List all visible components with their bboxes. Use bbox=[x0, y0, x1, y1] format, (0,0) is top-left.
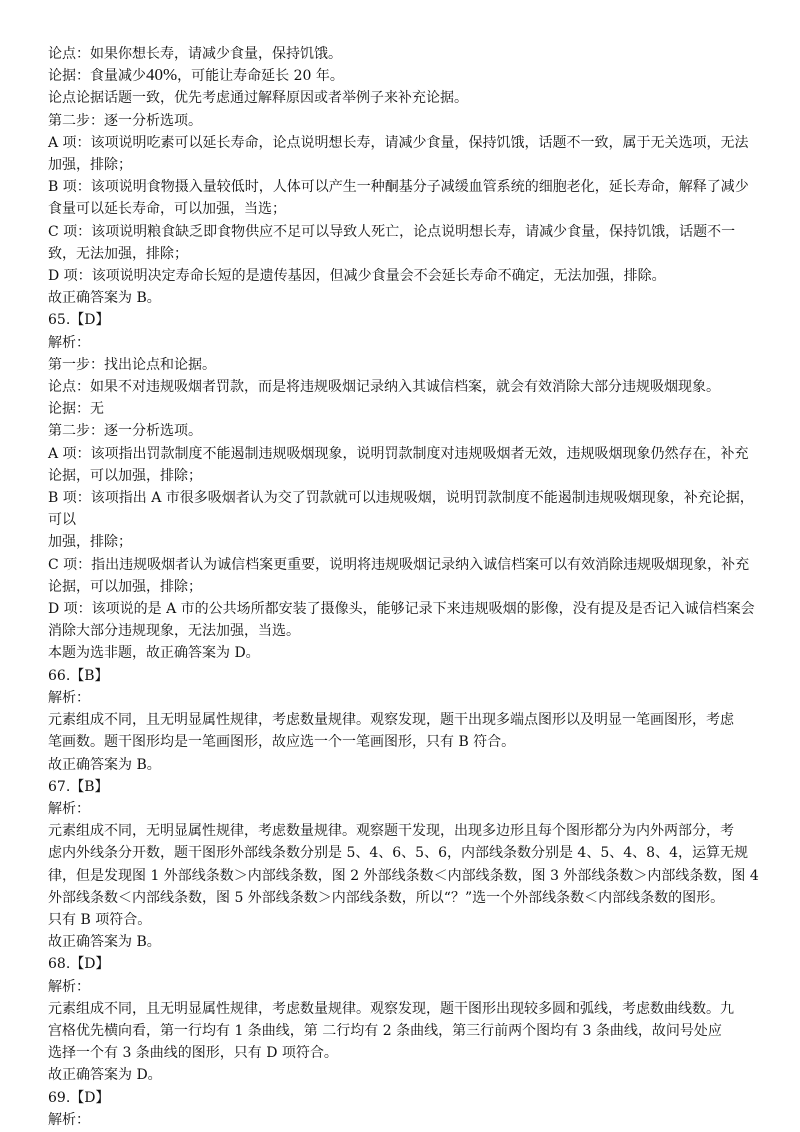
text-line: B 项：该项指出 A 市很多吸烟者认为交了罚款就可以违规吸烟，说明罚款制度不能遏制违规吸烟现象，补充论据，可以 bbox=[48, 490, 754, 529]
text-line bbox=[48, 65, 760, 87]
text-line: 故正确答案为 D。 bbox=[48, 1067, 162, 1084]
text-line: 元素组成不同，且无明显属性规律，考虑数量规律。观察发现，题干图形出现较多圆和弧线，考虑数曲线数。九 bbox=[48, 1000, 734, 1017]
text-line: 选择一个有 3 条曲线的图形，只有 D 项符合。 bbox=[48, 1045, 338, 1062]
text-line: 致，无法加强，排除； bbox=[48, 245, 188, 262]
text-line: 解析： bbox=[48, 334, 90, 351]
text-segment: 论据：食量减少 bbox=[48, 68, 146, 85]
text-line: 加强，排除； bbox=[48, 157, 132, 174]
text-line: 食量可以延长寿命，可以加强，当选； bbox=[48, 201, 286, 218]
text-line: 只有 B 项符合。 bbox=[48, 911, 152, 928]
document-body bbox=[48, 43, 760, 1131]
text-line: 故正确答案为 B。 bbox=[48, 756, 161, 773]
text-line: 虑内外线条分开数，题干图形外部线条数分别是 5、4、6、5、6，内部线条数分别是 4、5、4、8、4，运算无规 bbox=[48, 845, 748, 862]
text-line: C 项：该项说明粮食缺乏即食物供应不足可以导致人死亡，论点说明想长寿，请减少食量，保持饥饿，话题不一 bbox=[48, 223, 736, 240]
text-line: 66.【B】 bbox=[48, 667, 109, 684]
text-line: 论据，可以加强，排除； bbox=[48, 578, 202, 595]
text-line: A 项：该项指出罚款制度不能遏制违规吸烟现象，说明罚款制度对违规吸烟者无效，违规吸烟现象仍然存在，补充 bbox=[48, 445, 749, 462]
percent-figure: 40% bbox=[146, 65, 178, 85]
text-line: 69.【D】 bbox=[48, 1089, 110, 1106]
text-line: 本题为选非题，故正确答案为 D。 bbox=[48, 645, 260, 662]
text-line: 论点：如果不对违规吸烟者罚款，而是将违规吸烟记录纳入其诚信档案，就会有效消除大部分违规吸烟现象。 bbox=[48, 379, 720, 396]
text-segment: ，可能让寿命延长 20 年。 bbox=[177, 68, 344, 85]
text-line: 论据：无 bbox=[48, 401, 104, 418]
text-line: 第二步：逐一分析选项。 bbox=[48, 423, 202, 440]
text-line: 故正确答案为 B。 bbox=[48, 934, 161, 951]
text-line: 加强，排除； bbox=[48, 534, 132, 551]
text-line: 第二步：逐一分析选项。 bbox=[48, 112, 202, 129]
text-line: 67.【B】 bbox=[48, 778, 109, 795]
text-line: D 项：该项说的是 A 市的公共场所都安装了摄像头，能够记录下来违规吸烟的影像，没有提及是否记入诚信档案会 bbox=[48, 601, 755, 618]
text-line: 第一步：找出论点和论据。 bbox=[48, 356, 216, 373]
text-line: 元素组成不同，且无明显属性规律，考虑数量规律。观察发现，题干出现多端点图形以及明显一笔画图形，考虑 bbox=[48, 712, 734, 729]
text-line: 宫格优先横向看，第一行均有 1 条曲线，第 二行均有 2 条曲线，第三行前两个图均有 3 条曲线，故问号处应 bbox=[48, 1022, 722, 1039]
text-line: 论据，可以加强，排除； bbox=[48, 467, 202, 484]
text-line: 论点论据话题一致，优先考虑通过解释原因或者举例子来补充论据。 bbox=[48, 90, 468, 107]
text-line: 解析： bbox=[48, 689, 90, 706]
text-line: 解析： bbox=[48, 800, 90, 817]
text-line: 笔画数。题干图形均是一笔画图形，故应选一个一笔画图形，只有 B 符合。 bbox=[48, 734, 516, 751]
text-line: 论点：如果你想长寿，请减少食量，保持饥饿。 bbox=[48, 46, 342, 62]
text-line: 消除大部分违规现象，无法加强，当选。 bbox=[48, 623, 300, 640]
text-line: D 项：该项说明决定寿命长短的是遗传基因，但减少食量会不会延长寿命不确定，无法加强，排除。 bbox=[48, 268, 666, 285]
text-line: 律，但是发现图 1 外部线条数＞内部线条数，图 2 外部线条数＜内部线条数，图 3 外部线条数＞内部线条数，图 4 bbox=[48, 867, 759, 884]
text-line: 解析： bbox=[48, 1111, 90, 1128]
text-line: 解析： bbox=[48, 978, 90, 995]
text-line: 故正确答案为 B。 bbox=[48, 290, 161, 307]
text-line: 元素组成不同，无明显属性规律，考虑数量规律。观察题干发现，出现多边形且每个图形都分为内外两部分，考 bbox=[48, 823, 734, 840]
text-line: 65.【D】 bbox=[48, 312, 110, 329]
text-line: 68.【D】 bbox=[48, 956, 110, 973]
text-line: B 项：该项说明食物摄入量较低时，人体可以产生一种酮基分子减缓血管系统的细胞老化，延长寿命，解释了减少 bbox=[48, 179, 749, 196]
text-line: 外部线条数＜内部线条数，图 5 外部线条数＞内部线条数，所以“？”选一个外部线条数＜内部线条数的图形。 bbox=[48, 889, 725, 906]
text-line: A 项：该项说明吃素可以延长寿命，论点说明想长寿，请减少食量，保持饥饿，话题不一致，属于无关选项，无法 bbox=[48, 134, 749, 151]
text-line: C 项：指出违规吸烟者认为诚信档案更重要，说明将违规吸烟记录纳入诚信档案可以有效消除违规吸烟现象，补充 bbox=[48, 556, 750, 573]
